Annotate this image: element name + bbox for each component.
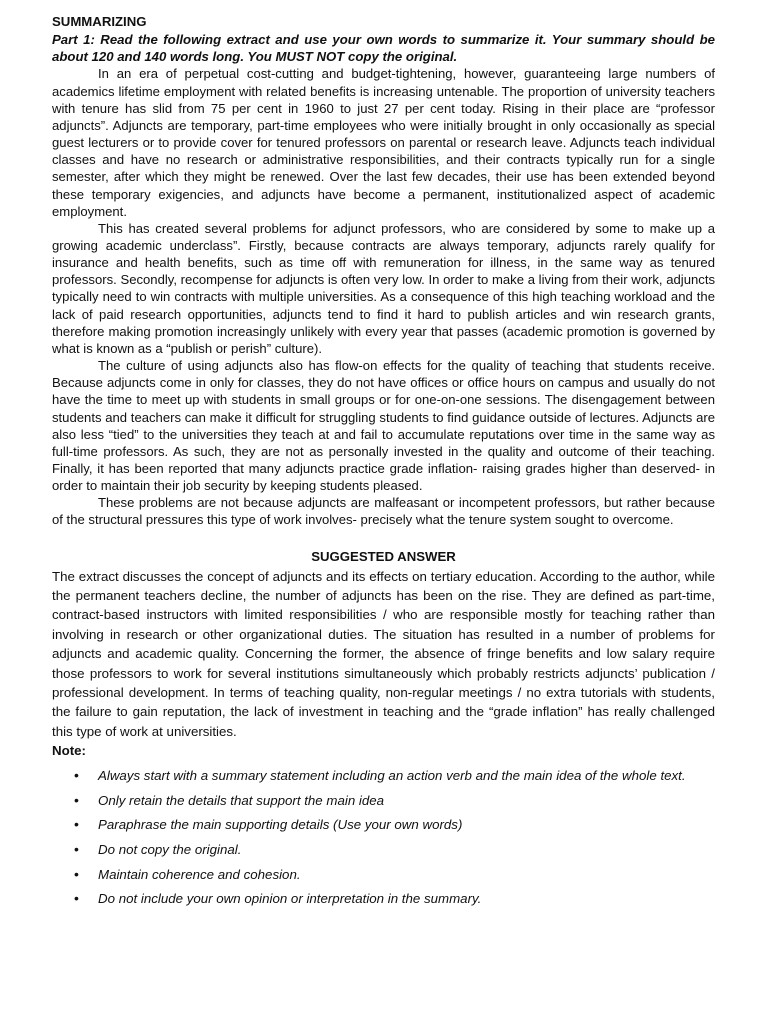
- note-text: Paraphrase the main supporting details (Use your own words): [98, 817, 463, 833]
- note-item: [52, 813, 715, 836]
- bullet-icon: •: [74, 890, 79, 907]
- note-text: Do not copy the original.: [98, 842, 242, 858]
- notes-list: [52, 764, 715, 910]
- note-item: [52, 838, 715, 861]
- instruction-text: Part 1: Read the following extract and use your own words to summarize it. Your summary should be about 120 and 140 words long. You MUST NOT copy the original.: [52, 32, 715, 65]
- extract-paragraph: These problems are not because adjuncts are malfeasant or incompetent professors, but rather because of the structural pressures this type of work involves- precisely what the tenure system sought to overcome.: [52, 495, 715, 528]
- document-heading: SUMMARIZING: [52, 14, 147, 29]
- extract-paragraph: In an era of perpetual cost-cutting and budget-tightening, however, guaranteeing large numbers of academics lifetime employment with related benefits is increasing untenable. The proportion of university teachers with tenure has slid from 75 per cent in 1960 to just 27 per cent today. Rising in their place are “professor adjuncts”. Adjuncts are temporary, part-time employees who were initially brought in only occasionally as special guest lecturers or to provide cover for tenured professors on parental or research leave. Adjuncts teach individual classes and have no research or administrative responsibilities, and their contracts typically run for a single semester, after which they might be renewed. Over the last few decades, their use has been extended beyond these temporary exigencies, and adjuncts have become a permanent, institutionalized aspect of academic employment.: [52, 66, 715, 219]
- extract-paragraph: The culture of using adjuncts also has flow-on effects for the quality of teaching that students receive. Because adjuncts come in only for classes, they do not have offices or office hours on campus and usually do not have the time to meet up with students in small groups or for one-on-one sessions. The disengagement between students and teachers can make it difficult for struggling students to find guidance outside of lectures. Adjuncts are also less “tied” to the universities they teach at and fail to accumulate reputations over time in the same way as full-time professors. As such, they are not as personally invested in the quality and outcome of their teaching. Finally, it has been reported that many adjuncts practice grade inflation- raising grades higher than deserved- in order to maintain their job security by keeping students pleased.: [52, 358, 715, 494]
- bullet-icon: •: [74, 865, 79, 882]
- note-item: [52, 887, 715, 910]
- note-text: Maintain coherence and cohesion.: [98, 866, 301, 882]
- bullet-icon: •: [74, 767, 79, 784]
- note-text: Always start with a summary statement including an action verb and the main idea of the whole text.: [98, 768, 686, 784]
- suggested-answer-title: SUGGESTED ANSWER: [311, 548, 456, 564]
- bullet-icon: •: [74, 841, 79, 858]
- note-item: [52, 764, 715, 787]
- suggested-answer-text: The extract discusses the concept of adjuncts and its effects on tertiary education. According to the author, while the permanent teachers decline, the number of adjuncts has been on the rise. They are defined as part-time, contract-based instructors with limited responsibilities / who are responsible mostly for teaching rather than involving in research or other organizational duties. The situation has resulted in a number of problems for adjuncts and academic quality. Concerning the former, the absence of fringe benefits and low salary require those professors to work for several institutions simultaneously which probably restricts adjuncts’ publication / professional development. In terms of teaching quality, non-regular meetings / no extra tutorials with students, the failure to gain reputation, the lack of investment in teaching and the “grade inflation” has really challenged this type of work at universities.: [52, 568, 715, 739]
- document-page: [52, 13, 715, 912]
- extract: [52, 65, 715, 528]
- note-label: Note:: [52, 743, 86, 759]
- extract-paragraph: This has created several problems for adjunct professors, who are considered by some to make up a growing academic underclass”. Firstly, because contracts are always temporary, adjuncts rarely qualify for insurance and health benefits, such as time off with remuneration for illness, in the same way as tenured professors. Secondly, recompense for adjuncts is often very low. In order to make a living from their work, adjuncts typically need to win contracts with multiple universities. As a consequence of this high teaching workload and the lack of paid research opportunities, adjuncts tend to find it hard to publish articles and win research grants, therefore making promotion increasingly unlikely with every year that passes (academic promotion is governed by what is known as a “publish or perish” culture).: [52, 220, 715, 356]
- note-text: Do not include your own opinion or interpretation in the summary.: [98, 891, 482, 907]
- note-text: Only retain the details that support the main idea: [98, 792, 385, 808]
- note-item: [52, 863, 715, 886]
- bullet-icon: •: [74, 791, 79, 808]
- note-item: [52, 789, 715, 812]
- bullet-icon: •: [74, 816, 79, 833]
